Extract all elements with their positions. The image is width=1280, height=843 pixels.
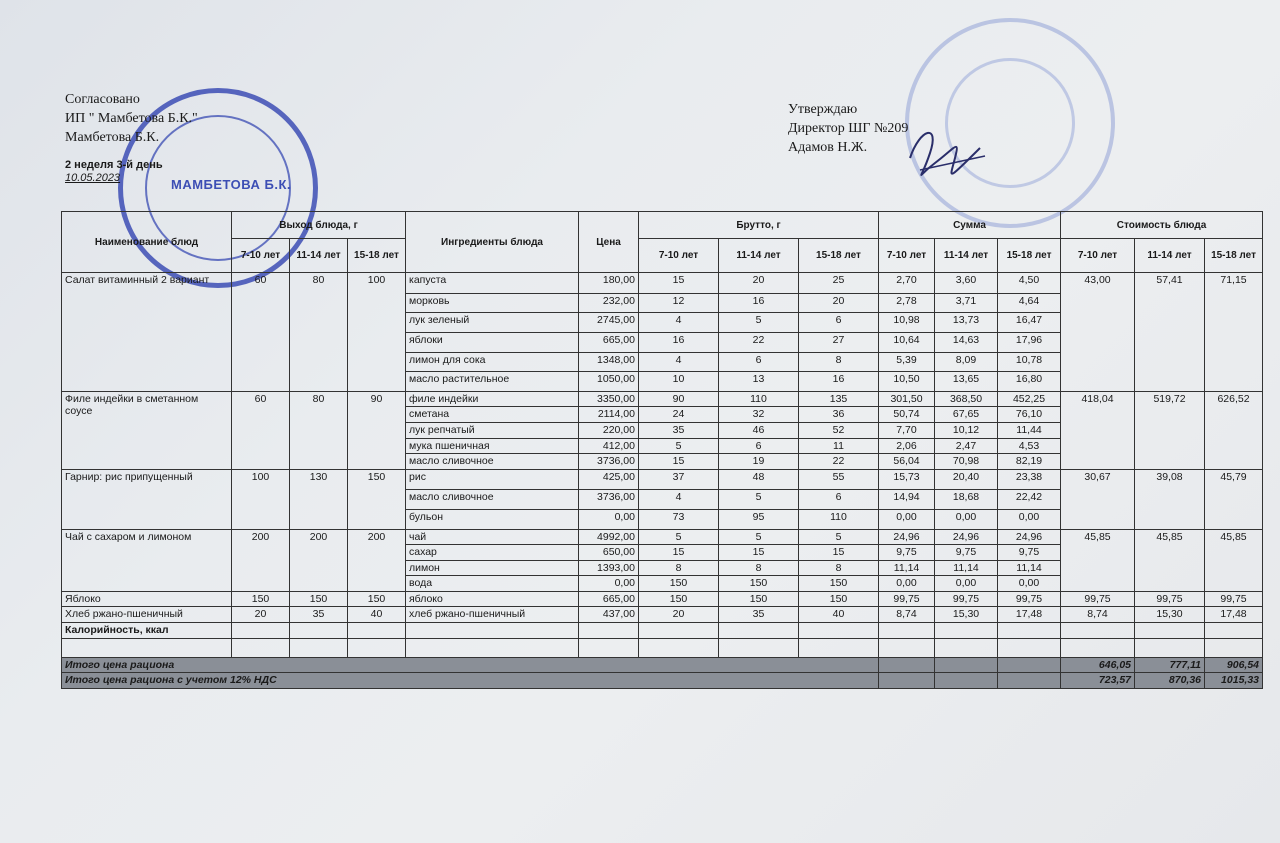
dish-cost: 17,48 bbox=[1205, 607, 1263, 623]
empty-cell bbox=[290, 639, 348, 658]
ingredient-price: 180,00 bbox=[579, 273, 639, 294]
empty-cell bbox=[719, 639, 799, 658]
dish-cost: 39,08 bbox=[1135, 469, 1205, 529]
ingredient-name: лук зеленый bbox=[406, 313, 579, 333]
ingredient-brutto: 8 bbox=[799, 352, 879, 372]
dish-yield: 40 bbox=[348, 607, 406, 623]
ingredient-sum: 56,04 bbox=[879, 454, 935, 470]
empty-cell bbox=[1135, 622, 1205, 639]
ingredient-sum: 23,38 bbox=[998, 469, 1061, 490]
ingredient-sum: 13,65 bbox=[935, 372, 998, 392]
ingredient-sum: 24,96 bbox=[879, 529, 935, 545]
ingredient-brutto: 20 bbox=[799, 293, 879, 313]
ingredient-name: лимон bbox=[406, 560, 579, 576]
ingredient-name: лук репчатый bbox=[406, 423, 579, 439]
ingredient-sum: 11,14 bbox=[998, 560, 1061, 576]
ingredient-name: яблоки bbox=[406, 333, 579, 353]
ingredient-sum: 2,78 bbox=[879, 293, 935, 313]
ingredient-brutto: 52 bbox=[799, 423, 879, 439]
empty-cell bbox=[639, 622, 719, 639]
empty-cell bbox=[879, 657, 935, 673]
empty-cell bbox=[579, 639, 639, 658]
empty-cell bbox=[935, 622, 998, 639]
ingredient-brutto: 8 bbox=[719, 560, 799, 576]
menu-table bbox=[61, 211, 1263, 689]
ingredient-sum: 99,75 bbox=[998, 591, 1061, 607]
dish-cost: 43,00 bbox=[1061, 273, 1135, 392]
header-age: 11-14 лет bbox=[935, 239, 998, 273]
ingredient-sum: 368,50 bbox=[935, 391, 998, 407]
ingredient-name: мука пшеничная bbox=[406, 438, 579, 454]
ingredient-name: чай bbox=[406, 529, 579, 545]
ingredient-sum: 10,64 bbox=[879, 333, 935, 353]
ingredient-price: 412,00 bbox=[579, 438, 639, 454]
agreed-label: Согласовано bbox=[65, 92, 140, 107]
header-age: 11-14 лет bbox=[719, 239, 799, 273]
ingredient-brutto: 110 bbox=[719, 391, 799, 407]
ingredient-sum: 3,60 bbox=[935, 273, 998, 294]
empty-cell bbox=[1135, 639, 1205, 658]
dish-name: Хлеб ржано-пшеничный bbox=[62, 607, 232, 623]
ingredient-price: 1348,00 bbox=[579, 352, 639, 372]
empty-cell bbox=[639, 639, 719, 658]
dish-yield: 60 bbox=[232, 391, 290, 469]
ingredient-brutto: 8 bbox=[799, 560, 879, 576]
ingredient-sum: 14,63 bbox=[935, 333, 998, 353]
agreed-person: Мамбетова Б.К. bbox=[65, 130, 160, 145]
header-age: 15-18 лет bbox=[348, 239, 406, 273]
header-ingredients: Ингредиенты блюда bbox=[406, 212, 579, 273]
dish-yield: 150 bbox=[290, 591, 348, 607]
dish-cost: 8,74 bbox=[1061, 607, 1135, 623]
dish-yield: 80 bbox=[290, 273, 348, 392]
dish-cost: 45,85 bbox=[1205, 529, 1263, 591]
stamp-name: МАМБЕТОВА Б.К. bbox=[171, 177, 292, 192]
ingredient-name: масло сливочное bbox=[406, 454, 579, 470]
ingredient-brutto: 5 bbox=[719, 529, 799, 545]
header-sum: Сумма bbox=[879, 212, 1061, 239]
ingredient-name: вода bbox=[406, 576, 579, 592]
dish-cost: 45,85 bbox=[1135, 529, 1205, 591]
ingredient-brutto: 10 bbox=[639, 372, 719, 392]
ingredient-name: бульон bbox=[406, 509, 579, 529]
ingredient-name: лимон для сока bbox=[406, 352, 579, 372]
ingredient-sum: 10,50 bbox=[879, 372, 935, 392]
empty-cell bbox=[879, 673, 935, 689]
ingredient-brutto: 150 bbox=[639, 591, 719, 607]
empty-cell bbox=[799, 622, 879, 639]
total-value: 1015,33 bbox=[1205, 673, 1263, 689]
ingredient-brutto: 5 bbox=[799, 529, 879, 545]
header-age: 7-10 лет bbox=[879, 239, 935, 273]
dish-yield: 200 bbox=[290, 529, 348, 591]
ingredient-brutto: 22 bbox=[799, 454, 879, 470]
ingredient-brutto: 15 bbox=[639, 545, 719, 561]
ingredient-brutto: 5 bbox=[719, 490, 799, 510]
spacer-row bbox=[62, 639, 1263, 658]
ingredient-sum: 4,53 bbox=[998, 438, 1061, 454]
ingredient-brutto: 4 bbox=[639, 490, 719, 510]
total-value: 777,11 bbox=[1135, 657, 1205, 673]
ingredient-price: 0,00 bbox=[579, 576, 639, 592]
ingredient-sum: 70,98 bbox=[935, 454, 998, 470]
empty-cell bbox=[1205, 639, 1263, 658]
header-age: 15-18 лет bbox=[1205, 239, 1263, 273]
ingredient-sum: 11,14 bbox=[935, 560, 998, 576]
dish-yield: 100 bbox=[232, 469, 290, 529]
empty-cell bbox=[1061, 639, 1135, 658]
ingredient-brutto: 15 bbox=[639, 273, 719, 294]
dish-cost: 71,15 bbox=[1205, 273, 1263, 392]
ingredient-brutto: 90 bbox=[639, 391, 719, 407]
calories-label: Калорийность, ккал bbox=[62, 622, 232, 639]
total-label: Итого цена рациона bbox=[62, 657, 879, 673]
ingredient-sum: 9,75 bbox=[998, 545, 1061, 561]
dish-yield: 200 bbox=[348, 529, 406, 591]
ingredient-sum: 301,50 bbox=[879, 391, 935, 407]
approval-block-right bbox=[788, 100, 908, 157]
empty-cell bbox=[232, 622, 290, 639]
ingredient-price: 425,00 bbox=[579, 469, 639, 490]
dish-yield: 130 bbox=[290, 469, 348, 529]
ingredient-brutto: 110 bbox=[799, 509, 879, 529]
dish-yield: 100 bbox=[348, 273, 406, 392]
dish-yield: 80 bbox=[290, 391, 348, 469]
ingredient-sum: 4,64 bbox=[998, 293, 1061, 313]
empty-cell bbox=[1205, 622, 1263, 639]
ingredient-price: 3736,00 bbox=[579, 454, 639, 470]
ingredient-sum: 8,74 bbox=[879, 607, 935, 623]
ingredient-brutto: 150 bbox=[639, 576, 719, 592]
ingredient-price: 2114,00 bbox=[579, 407, 639, 423]
dish-yield: 150 bbox=[348, 469, 406, 529]
ingredient-sum: 0,00 bbox=[935, 509, 998, 529]
empty-cell bbox=[348, 622, 406, 639]
ingredient-sum: 2,70 bbox=[879, 273, 935, 294]
dish-yield: 20 bbox=[232, 607, 290, 623]
dish-cost: 15,30 bbox=[1135, 607, 1205, 623]
ingredient-price: 437,00 bbox=[579, 607, 639, 623]
dish-cost: 99,75 bbox=[1205, 591, 1263, 607]
ingredient-name: яблоко bbox=[406, 591, 579, 607]
header-age: 7-10 лет bbox=[232, 239, 290, 273]
dish-cost: 45,85 bbox=[1061, 529, 1135, 591]
ingredient-brutto: 48 bbox=[719, 469, 799, 490]
ingredient-sum: 17,96 bbox=[998, 333, 1061, 353]
empty-cell bbox=[935, 657, 998, 673]
ingredient-name: сметана bbox=[406, 407, 579, 423]
ingredient-brutto: 35 bbox=[719, 607, 799, 623]
ingredient-brutto: 19 bbox=[719, 454, 799, 470]
ingredient-sum: 99,75 bbox=[935, 591, 998, 607]
dish-cost: 99,75 bbox=[1061, 591, 1135, 607]
total-row bbox=[62, 673, 1263, 689]
dish-name: Чай с сахаром и лимоном bbox=[62, 529, 232, 591]
ingredient-brutto: 6 bbox=[799, 490, 879, 510]
ingredient-brutto: 24 bbox=[639, 407, 719, 423]
table-row bbox=[62, 529, 1263, 545]
ingredient-brutto: 46 bbox=[719, 423, 799, 439]
ingredient-brutto: 8 bbox=[639, 560, 719, 576]
ingredient-sum: 7,70 bbox=[879, 423, 935, 439]
ingredient-sum: 11,14 bbox=[879, 560, 935, 576]
ingredient-brutto: 25 bbox=[799, 273, 879, 294]
ingredient-brutto: 4 bbox=[639, 352, 719, 372]
header-dish-name: Наименование блюд bbox=[62, 212, 232, 273]
empty-cell bbox=[879, 622, 935, 639]
header-brutto: Брутто, г bbox=[639, 212, 879, 239]
ingredient-sum: 2,06 bbox=[879, 438, 935, 454]
ingredient-brutto: 6 bbox=[799, 313, 879, 333]
empty-cell bbox=[348, 639, 406, 658]
table-row bbox=[62, 591, 1263, 607]
menu-date: 10.05.2023 bbox=[65, 172, 121, 184]
ingredient-price: 0,00 bbox=[579, 509, 639, 529]
ingredient-brutto: 12 bbox=[639, 293, 719, 313]
ingredient-sum: 15,30 bbox=[935, 607, 998, 623]
ingredient-name: масло растительное bbox=[406, 372, 579, 392]
ingredient-brutto: 150 bbox=[719, 576, 799, 592]
ingredient-sum: 9,75 bbox=[935, 545, 998, 561]
ingredient-name: сахар bbox=[406, 545, 579, 561]
ingredient-name: морковь bbox=[406, 293, 579, 313]
header-yield: Выход блюда, г bbox=[232, 212, 406, 239]
dish-cost: 418,04 bbox=[1061, 391, 1135, 469]
ingredient-price: 650,00 bbox=[579, 545, 639, 561]
table-row bbox=[62, 469, 1263, 490]
total-value: 870,36 bbox=[1135, 673, 1205, 689]
ingredient-sum: 9,75 bbox=[879, 545, 935, 561]
ingredient-brutto: 4 bbox=[639, 313, 719, 333]
ingredient-price: 665,00 bbox=[579, 591, 639, 607]
empty-cell bbox=[879, 639, 935, 658]
total-value: 723,57 bbox=[1061, 673, 1135, 689]
ingredient-brutto: 35 bbox=[639, 423, 719, 439]
header-age: 11-14 лет bbox=[290, 239, 348, 273]
empty-cell bbox=[935, 673, 998, 689]
header-price: Цена bbox=[579, 212, 639, 273]
ingredient-sum: 16,47 bbox=[998, 313, 1061, 333]
approval-block-left bbox=[65, 90, 198, 185]
ingredient-brutto: 6 bbox=[719, 438, 799, 454]
ingredient-sum: 76,10 bbox=[998, 407, 1061, 423]
ingredient-sum: 14,94 bbox=[879, 490, 935, 510]
ingredient-sum: 10,12 bbox=[935, 423, 998, 439]
dish-yield: 150 bbox=[348, 591, 406, 607]
ingredient-sum: 3,71 bbox=[935, 293, 998, 313]
ingredient-brutto: 5 bbox=[639, 438, 719, 454]
ingredient-sum: 16,80 bbox=[998, 372, 1061, 392]
ingredient-sum: 17,48 bbox=[998, 607, 1061, 623]
ingredient-brutto: 13 bbox=[719, 372, 799, 392]
empty-cell bbox=[290, 622, 348, 639]
ingredient-brutto: 15 bbox=[639, 454, 719, 470]
week-day-label: 2 неделя 3-й день bbox=[65, 159, 163, 171]
dish-cost: 99,75 bbox=[1135, 591, 1205, 607]
ingredient-brutto: 16 bbox=[799, 372, 879, 392]
ingredient-name: масло сливочное bbox=[406, 490, 579, 510]
empty-cell bbox=[406, 639, 579, 658]
ingredient-brutto: 20 bbox=[639, 607, 719, 623]
ingredient-name: рис bbox=[406, 469, 579, 490]
ingredient-brutto: 40 bbox=[799, 607, 879, 623]
ingredient-price: 2745,00 bbox=[579, 313, 639, 333]
ingredient-sum: 24,96 bbox=[935, 529, 998, 545]
ingredient-brutto: 11 bbox=[799, 438, 879, 454]
empty-cell bbox=[799, 639, 879, 658]
ingredient-sum: 0,00 bbox=[935, 576, 998, 592]
ingredient-sum: 10,98 bbox=[879, 313, 935, 333]
ingredient-sum: 0,00 bbox=[998, 576, 1061, 592]
empty-cell bbox=[998, 622, 1061, 639]
dish-name: Гарнир: рис припущенный bbox=[62, 469, 232, 529]
ingredient-sum: 2,47 bbox=[935, 438, 998, 454]
total-row bbox=[62, 657, 1263, 673]
ingredient-sum: 50,74 bbox=[879, 407, 935, 423]
ingredient-price: 3736,00 bbox=[579, 490, 639, 510]
ingredient-brutto: 135 bbox=[799, 391, 879, 407]
header-age: 7-10 лет bbox=[1061, 239, 1135, 273]
dish-yield: 200 bbox=[232, 529, 290, 591]
ingredient-brutto: 22 bbox=[719, 333, 799, 353]
ingredient-brutto: 150 bbox=[799, 576, 879, 592]
total-value: 646,05 bbox=[1061, 657, 1135, 673]
ingredient-sum: 13,73 bbox=[935, 313, 998, 333]
menu-body bbox=[62, 273, 1263, 689]
ingredient-sum: 11,44 bbox=[998, 423, 1061, 439]
dish-yield: 35 bbox=[290, 607, 348, 623]
header-age: 11-14 лет bbox=[1135, 239, 1205, 273]
ingredient-brutto: 5 bbox=[639, 529, 719, 545]
calories-row bbox=[62, 622, 1263, 639]
ingredient-brutto: 20 bbox=[719, 273, 799, 294]
ingredient-brutto: 55 bbox=[799, 469, 879, 490]
ingredient-name: капуста bbox=[406, 273, 579, 294]
ingredient-sum: 5,39 bbox=[879, 352, 935, 372]
ingredient-sum: 15,73 bbox=[879, 469, 935, 490]
empty-cell bbox=[232, 639, 290, 658]
approve-label: Утверждаю bbox=[788, 102, 858, 117]
ingredient-sum: 4,50 bbox=[998, 273, 1061, 294]
ingredient-price: 3350,00 bbox=[579, 391, 639, 407]
empty-cell bbox=[998, 657, 1061, 673]
table-row bbox=[62, 391, 1263, 407]
ingredient-sum: 0,00 bbox=[998, 509, 1061, 529]
ingredient-sum: 0,00 bbox=[879, 576, 935, 592]
ingredient-brutto: 32 bbox=[719, 407, 799, 423]
empty-cell bbox=[998, 673, 1061, 689]
dish-cost: 30,67 bbox=[1061, 469, 1135, 529]
ingredient-sum: 10,78 bbox=[998, 352, 1061, 372]
approver-title: Директор ШГ №209 bbox=[788, 121, 909, 136]
dish-cost: 57,41 bbox=[1135, 273, 1205, 392]
ingredient-brutto: 150 bbox=[799, 591, 879, 607]
ingredient-price: 4992,00 bbox=[579, 529, 639, 545]
dish-name: Яблоко bbox=[62, 591, 232, 607]
ingredient-sum: 24,96 bbox=[998, 529, 1061, 545]
ingredient-brutto: 6 bbox=[719, 352, 799, 372]
header-age: 15-18 лет bbox=[799, 239, 879, 273]
dish-yield: 90 bbox=[348, 391, 406, 469]
approver-name: Адамов Н.Ж. bbox=[788, 140, 868, 155]
table-row bbox=[62, 273, 1263, 294]
ingredient-brutto: 5 bbox=[719, 313, 799, 333]
ingredient-sum: 0,00 bbox=[879, 509, 935, 529]
ingredient-sum: 82,19 bbox=[998, 454, 1061, 470]
dish-cost: 519,72 bbox=[1135, 391, 1205, 469]
empty-cell bbox=[935, 639, 998, 658]
director-signature bbox=[900, 118, 990, 188]
ingredient-sum: 8,09 bbox=[935, 352, 998, 372]
ingredient-price: 1393,00 bbox=[579, 560, 639, 576]
ingredient-brutto: 37 bbox=[639, 469, 719, 490]
ingredient-price: 1050,00 bbox=[579, 372, 639, 392]
ingredient-sum: 67,65 bbox=[935, 407, 998, 423]
ingredient-brutto: 36 bbox=[799, 407, 879, 423]
ingredient-name: хлеб ржано-пшеничный bbox=[406, 607, 579, 623]
empty-cell bbox=[62, 639, 232, 658]
ingredient-price: 220,00 bbox=[579, 423, 639, 439]
empty-cell bbox=[719, 622, 799, 639]
ingredient-sum: 452,25 bbox=[998, 391, 1061, 407]
ingredient-price: 665,00 bbox=[579, 333, 639, 353]
dish-cost: 45,79 bbox=[1205, 469, 1263, 529]
empty-cell bbox=[1061, 622, 1135, 639]
dish-cost: 626,52 bbox=[1205, 391, 1263, 469]
ingredient-brutto: 15 bbox=[719, 545, 799, 561]
ingredient-brutto: 16 bbox=[719, 293, 799, 313]
ingredient-sum: 99,75 bbox=[879, 591, 935, 607]
ingredient-brutto: 150 bbox=[719, 591, 799, 607]
ingredient-sum: 20,40 bbox=[935, 469, 998, 490]
dish-name: Филе индейки в сметанном соусе bbox=[62, 391, 232, 469]
ingredient-price: 232,00 bbox=[579, 293, 639, 313]
table-row bbox=[62, 607, 1263, 623]
dish-name: Салат витаминный 2 вариант bbox=[62, 273, 232, 392]
empty-cell bbox=[579, 622, 639, 639]
ingredient-brutto: 73 bbox=[639, 509, 719, 529]
ingredient-brutto: 16 bbox=[639, 333, 719, 353]
dish-yield: 150 bbox=[232, 591, 290, 607]
ingredient-brutto: 95 bbox=[719, 509, 799, 529]
dish-yield: 60 bbox=[232, 273, 290, 392]
ingredient-sum: 22,42 bbox=[998, 490, 1061, 510]
empty-cell bbox=[406, 622, 579, 639]
ingredient-brutto: 27 bbox=[799, 333, 879, 353]
ingredient-brutto: 15 bbox=[799, 545, 879, 561]
header-age: 7-10 лет bbox=[639, 239, 719, 273]
total-value: 906,54 bbox=[1205, 657, 1263, 673]
total-label: Итого цена рациона с учетом 12% НДС bbox=[62, 673, 879, 689]
ingredient-sum: 18,68 bbox=[935, 490, 998, 510]
agreed-org: ИП " Мамбетова Б.К." bbox=[65, 111, 198, 126]
header-cost: Стоимость блюда bbox=[1061, 212, 1263, 239]
header-age: 15-18 лет bbox=[998, 239, 1061, 273]
ingredient-name: филе индейки bbox=[406, 391, 579, 407]
empty-cell bbox=[998, 639, 1061, 658]
